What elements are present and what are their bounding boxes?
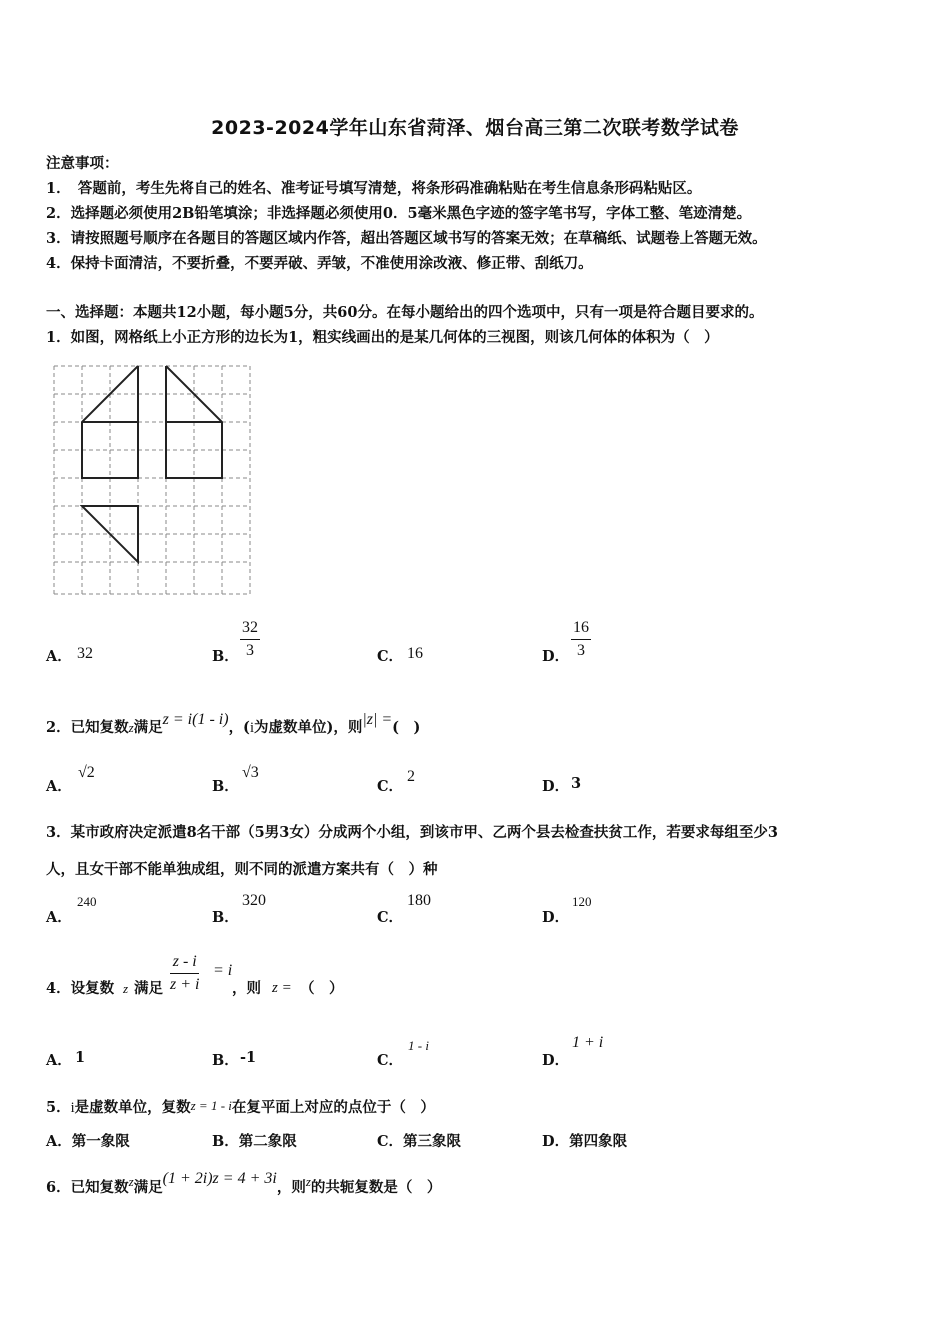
q4-option-c-label: C． — [377, 1052, 404, 1069]
q1-option-a-label: A． — [46, 648, 72, 665]
q5-option-b: B．第二象限 — [212, 1133, 297, 1150]
q3-option-d-label: D． — [542, 909, 570, 926]
q5-formula: z = 1 - i — [190, 1098, 232, 1113]
q5-post: 在复平面上对应的点位于（ ） — [231, 1099, 435, 1116]
q6-z2: z — [305, 1174, 311, 1189]
q1-option-d-label: D． — [542, 648, 570, 665]
q1-option-c-label: C． — [377, 648, 404, 665]
q1-option-c-value: 16 — [407, 645, 423, 662]
q4-option-d-label: D． — [542, 1052, 570, 1069]
q2-abs: |z| = — [362, 711, 393, 728]
q2-option-a-label: A． — [46, 778, 72, 795]
q2-post1: ，( — [228, 719, 250, 736]
question-1-text: 1．如图，网格纸上小正方形的边长为1，粗实线画出的是某几何体的三视图，则该几何体的体积为（ ） — [46, 329, 719, 346]
q3-option-a-label: A． — [46, 909, 72, 926]
question-3-line-2: 人，且女干部不能单独成组，则不同的派遣方案共有（ ）种 — [46, 861, 438, 878]
q2-mid: 满足 — [133, 719, 163, 736]
q5-option-c: C．第三象限 — [377, 1133, 462, 1150]
q6-mid: 满足 — [133, 1179, 163, 1196]
q2-i: i — [249, 720, 254, 736]
notice-item-3: 3．请按照题号顺序在各题目的答题区域内作答，超出答题区域书写的答案无效；在草稿纸、试题卷上答题无效。 — [46, 230, 767, 247]
q3-option-a-value: 240 — [77, 894, 97, 909]
q4-option-b-value: -1 — [240, 1049, 257, 1066]
q2-option-d-label: D． — [542, 778, 570, 795]
q6-pre: 6．已知复数 — [46, 1179, 129, 1196]
q5-mid: 是虚数单位，复数 — [74, 1099, 191, 1116]
q4-option-d-value: 1 + i — [572, 1034, 604, 1051]
question-5-text — [46, 1096, 435, 1117]
q1-option-b-denominator: 3 — [246, 642, 254, 659]
q1-option-d-denominator: 3 — [577, 642, 585, 659]
q2-post2: 为虚数单位)，则 — [253, 719, 363, 736]
q1-option-d-fraction — [571, 618, 591, 662]
three-view-diagram — [50, 362, 255, 600]
q5-option-a: A．第一象限 — [46, 1133, 130, 1150]
q3-option-c-label: C． — [377, 909, 404, 926]
q2-option-b-value: √3 — [242, 764, 259, 781]
notice-item-2: 2．选择题必须使用2B铅笔填涂；非选择题必须使用0．5毫米黑色字迹的签字笔书写，字体工整、笔迹清楚。 — [46, 205, 752, 222]
q4-mid: 满足 — [134, 980, 163, 997]
q1-option-a-value: 32 — [77, 645, 93, 662]
q6-post1: ，则 — [276, 1179, 306, 1196]
q5-option-d: D．第四象限 — [542, 1133, 628, 1150]
notice-item-1: 1． 答题前，考生先将自己的姓名、准考证号填写清楚，将条形码准确粘贴在考生信息条形码粘贴区。 — [46, 180, 702, 197]
notice-item-4: 4．保持卡面清洁，不要折叠，不要弄破、弄皱，不准使用涂改液、修正带、刮纸刀。 — [46, 255, 593, 272]
q4-option-a-label: A． — [46, 1052, 72, 1069]
q4-fraction — [170, 952, 199, 996]
q3-option-b-label: B． — [212, 909, 239, 926]
q2-option-c-value: 2 — [407, 768, 415, 785]
q4-denominator: z + i — [170, 976, 200, 993]
q4-post2: （ ） — [300, 980, 344, 997]
q2-pre: 2．已知复数 — [46, 719, 129, 736]
q1-option-b-numerator: 32 — [240, 618, 260, 640]
q4-z: z — [123, 981, 129, 996]
q4-z2: z = — [272, 980, 292, 996]
q3-option-b-value: 320 — [242, 892, 266, 909]
q4-option-a-value: 1 — [75, 1049, 86, 1066]
q1-option-b-label: B． — [212, 648, 239, 665]
q3-option-d-value: 120 — [572, 894, 592, 909]
q2-option-b-label: B． — [212, 778, 239, 795]
q6-formula: (1 + 2i)z = 4 + 3i — [162, 1170, 277, 1187]
section-heading: 一、选择题：本题共12小题，每小题5分，共60分。在每小题给出的四个选项中，只有一项是符合题目要求的。 — [46, 304, 764, 321]
q2-formula: z = i(1 - i) — [162, 711, 229, 728]
page-title: 2023-2024学年山东省菏泽、烟台高三第二次联考数学试卷 — [211, 117, 739, 139]
q6-post2: 的共轭复数是（ ） — [310, 1179, 442, 1196]
q4-eq: = i — [213, 962, 233, 979]
q6-z: z — [128, 1174, 134, 1189]
q5-pre: 5． — [46, 1099, 71, 1116]
question-6-text — [46, 1170, 442, 1197]
notice-heading: 注意事项： — [46, 155, 119, 172]
q3-option-c-value: 180 — [407, 892, 431, 909]
q2-post3: ( ) — [392, 719, 421, 736]
q4-pre: 4．设复数 — [46, 980, 115, 997]
q4-option-c-value: 1 - i — [408, 1038, 429, 1053]
q2-option-c-label: C． — [377, 778, 404, 795]
q2-z: z — [128, 720, 134, 735]
q2-option-a-value: √2 — [78, 764, 95, 781]
q5-i: i — [70, 1100, 75, 1116]
q1-option-d-numerator: 16 — [571, 618, 591, 640]
q4-post1: ，则 — [232, 980, 261, 997]
grid-lines — [54, 366, 250, 594]
q2-option-d-value: 3 — [571, 775, 582, 792]
q4-option-b-label: B． — [212, 1052, 239, 1069]
q1-option-b-fraction — [240, 618, 260, 662]
question-2-text — [46, 711, 421, 737]
q4-numerator: z - i — [170, 952, 199, 974]
question-3-line-1: 3．某市政府决定派遣8名干部（5男3女）分成两个小组，到该市甲、乙两个县去检查扶贫工作，若要求每组至少3 — [46, 824, 778, 841]
